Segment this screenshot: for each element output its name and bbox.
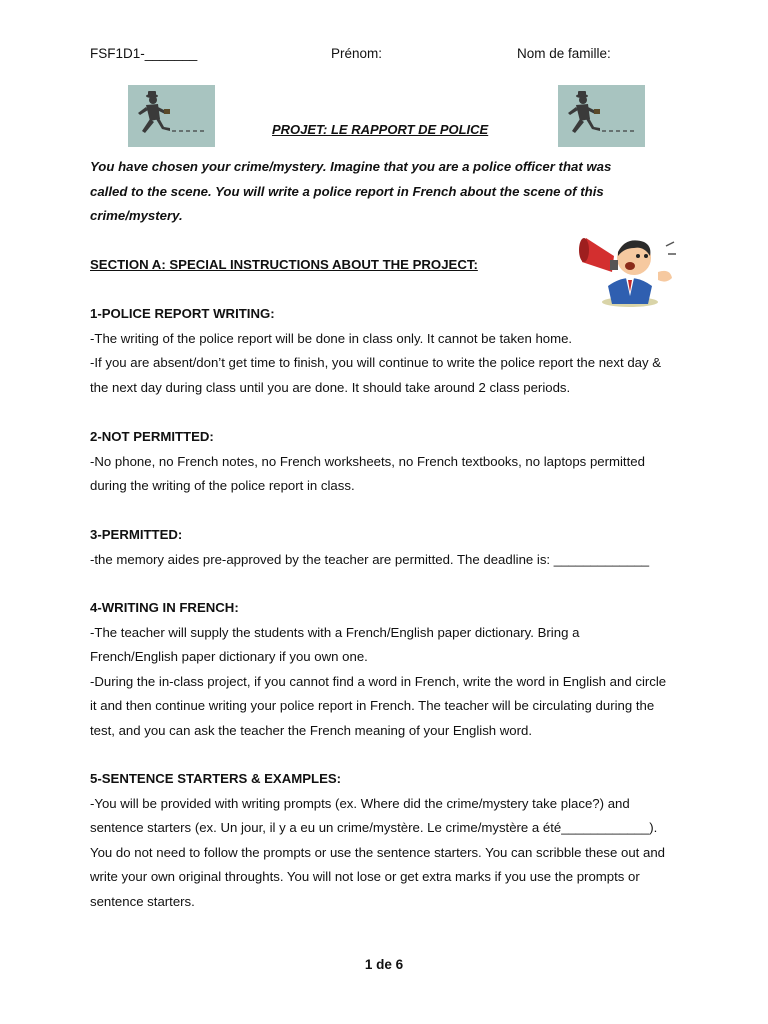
section-line: -the memory aides pre-approved by the teacher are permitted. The deadline is: _____________ — [90, 551, 650, 567]
section-heading: 5-SENTENCE STARTERS & EXAMPLES: — [90, 771, 342, 786]
section-5 — [90, 767, 682, 915]
section-1 — [90, 302, 682, 400]
first-name-label: Prénom: — [331, 46, 383, 61]
course-code: FSF1D1-_______ — [90, 46, 198, 61]
page-number: 1 de 6 — [364, 957, 404, 972]
section-heading: 2-NOT PERMITTED: — [90, 429, 214, 444]
section-heading: 3-PERMITTED: — [90, 527, 183, 542]
section-line: -The teacher will supply the students with a French/English paper dictionary. Bring a French/English paper dictionary if you own one. — [90, 624, 580, 665]
running-detective-icon — [128, 85, 215, 147]
last-name-label: Nom de famille: — [517, 46, 611, 61]
page-title: PROJET: LE RAPPORT DE POLICE — [272, 122, 489, 137]
section-2 — [90, 425, 682, 499]
section-line: -If you are absent/don’t get time to finish, you will continue to write the police report the next day & the next day during class until you are done. It should take around 2 class periods. — [90, 355, 662, 395]
running-detective-icon-right — [558, 85, 645, 147]
section-a-heading: SECTION A: SPECIAL INSTRUCTIONS ABOUT THE PROJECT: — [90, 257, 478, 272]
section-line: -No phone, no French notes, no French worksheets, no French textbooks, no laptops permitted during the writing of the police report in class. — [90, 453, 645, 494]
section-line: -During the in-class project, if you cannot find a word in French, write the word in English and circle it and then continue writing your police report in French. The teacher will be circulating during the test, and you can ask the teacher the French meaning of your English word. — [90, 673, 667, 738]
section-line: -You will be provided with writing prompts (ex. Where did the crime/mystery take place?) and sentence starters (ex. Un jour, il y a eu un crime/mystère. Le crime/mystère a été____________). You do not need to follow the prompts or use the sentence starters. You can scribble these out and write your own original throughts. You will not lose or get extra marks if you use the prompts or sentence starters. — [90, 795, 666, 909]
section-4 — [90, 596, 670, 744]
megaphone-man-icon — [578, 226, 678, 308]
section-line: -The writing of the police report will be done in class only. It cannot be taken home. — [90, 330, 573, 346]
intro-paragraph: You have chosen your crime/mystery. Imagine that you are a police officer that was called to the scene. You will write a police report in French about the scene of this crime/mystery. — [90, 159, 612, 224]
section-heading: 1-POLICE REPORT WRITING: — [90, 306, 275, 321]
section-heading: 4-WRITING IN FRENCH: — [90, 600, 239, 615]
section-3 — [90, 523, 682, 572]
